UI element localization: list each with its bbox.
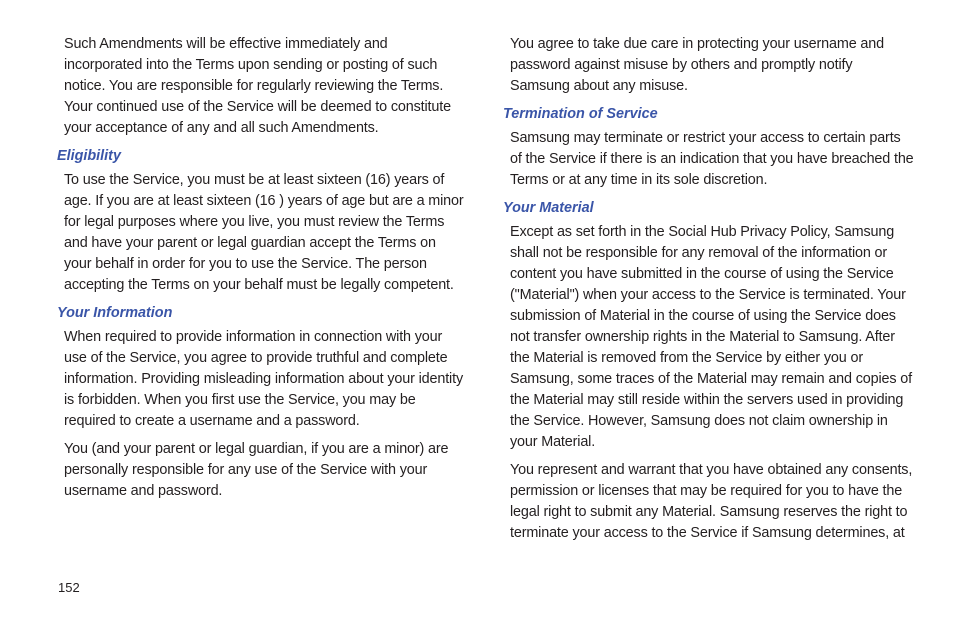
termination-paragraph: Samsung may terminate or restrict your access to certain parts of the Service if there is an indication that you have breached the Terms or at any time in its sole discretion. xyxy=(510,130,914,188)
your-information-heading: Your Information xyxy=(57,305,173,321)
password-care-paragraph: You agree to take due care in protecting your username and password against misuse by others and promptly notify Samsung about any misuse. xyxy=(510,36,884,94)
eligibility-heading: Eligibility xyxy=(57,148,121,164)
information-paragraph-1: When required to provide information in connection with your use of the Service, you agree to provide truthful and complete information. Providing misleading information about your identity is forbidden. When you first use the Service, you may be required to create a username and a password. xyxy=(64,329,463,429)
information-paragraph-2: You (and your parent or legal guardian, if you are a minor) are personally responsible for any use of the Service with your username and password. xyxy=(64,441,449,499)
right-column xyxy=(503,34,915,551)
left-column xyxy=(57,34,467,509)
material-paragraph-2: You represent and warrant that you have obtained any consents, permission or licenses that may be required for you to have the legal right to submit any Material. Samsung reserves the right to terminate your access to the Service if Samsung determines, at xyxy=(510,462,913,541)
amendments-paragraph: Such Amendments will be effective immediately and incorporated into the Terms upon sending or posting of such notice. You are responsible for regularly reviewing the Terms. Your continued use of the Service will be deemed to constitute your acceptance of any and all such Amendments. xyxy=(64,36,451,136)
page-number: 152 xyxy=(58,580,80,595)
material-paragraph-1: Except as set forth in the Social Hub Privacy Policy, Samsung shall not be responsible for any removal of the information or content you have submitted in the course of using the Service ("Material") when your access to the Service is terminated. Your submission of Material in the course of using the Service does not transfer ownership rights in the Material to Samsung. After the Material is removed from the Service by either you or Samsung, some traces of the Material may remain and copies of the Material may still reside within the servers used in providing the Service. However, Samsung does not claim ownership in your Material. xyxy=(510,224,912,450)
your-material-heading: Your Material xyxy=(503,200,594,216)
termination-heading: Termination of Service xyxy=(503,106,658,122)
eligibility-paragraph: To use the Service, you must be at least sixteen (16) years of age. If you are at least sixteen (16 ) years of age but are a minor for legal purposes where you live, you must review the Terms and have your parent or legal guardian accept the Terms on your behalf in order for you to use the Service. The person accepting the Terms on your behalf must be legally competent. xyxy=(64,172,464,293)
